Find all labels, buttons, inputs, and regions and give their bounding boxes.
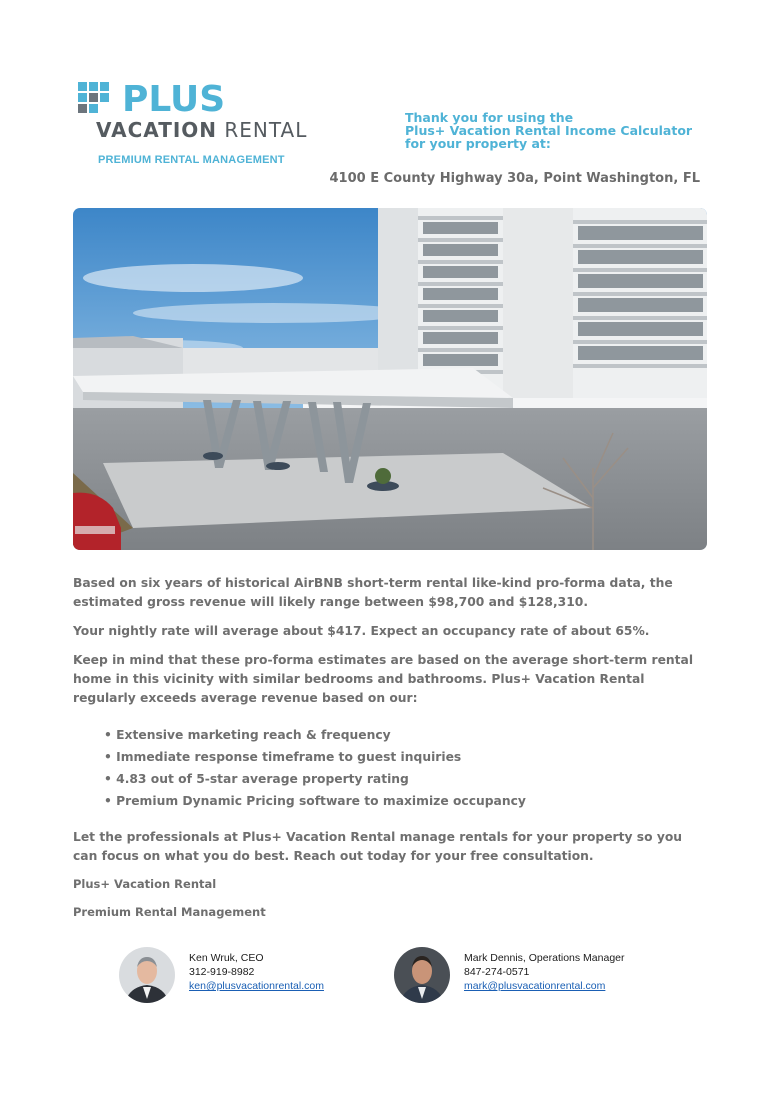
benefit-item: • Premium Dynamic Pricing software to maximize occupancy — [104, 794, 526, 808]
contact-ken — [189, 951, 324, 993]
company-logo — [78, 80, 348, 170]
contact-phone: 312-919-8982 — [189, 966, 255, 978]
benefit-item: • 4.83 out of 5-star average property rating — [104, 772, 409, 786]
building-illustration — [73, 208, 707, 550]
property-photo — [73, 208, 707, 550]
contact-name: Mark Dennis, Operations Manager — [464, 952, 625, 964]
signature-company: Plus+ Vacation Rental — [73, 877, 217, 891]
contact-email-link[interactable]: ken@plusvacationrental.com — [189, 980, 324, 992]
revenue-estimate-paragraph: Based on six years of historical AirBNB short-term rental like-kind pro-forma data, the estimated gross revenue will likely range between $98,700 and $128,310. — [73, 576, 673, 609]
signature-tagline: Premium Rental Management — [73, 905, 266, 919]
thank-you-line-1: Thank you for using the — [405, 110, 574, 125]
mark-dennis-avatar — [394, 947, 450, 1003]
logo-rental-word: RENTAL — [224, 118, 308, 142]
contact-phone: 847-274-0571 — [464, 966, 530, 978]
call-to-action-paragraph: Let the professionals at Plus+ Vacation Rental manage rentals for your property so you can focus on what you do best. Reach out today for your free consultation. — [73, 830, 683, 863]
nightly-rate-paragraph: Your nightly rate will average about $417. Expect an occupancy rate of about 65%. — [73, 624, 650, 638]
contact-name: Ken Wruk, CEO — [189, 952, 264, 964]
contact-mark — [464, 951, 625, 993]
ken-wruk-avatar — [119, 947, 175, 1003]
contact-email-link[interactable]: mark@plusvacationrental.com — [464, 980, 606, 992]
benefit-item: • Immediate response timeframe to guest inquiries — [104, 750, 462, 764]
benefits-list — [104, 724, 526, 812]
disclaimer-paragraph: Keep in mind that these pro-forma estimates are based on the average short-term rental home in this vicinity with similar bedrooms and bathrooms. Plus+ Vacation Rental regularly exceeds average revenue based on our: — [73, 653, 694, 705]
thank-you-heading — [405, 111, 705, 150]
property-address: 4100 E County Highway 30a, Point Washington, FL — [329, 171, 700, 186]
benefit-item: • Extensive marketing reach & frequency — [104, 728, 391, 742]
thank-you-line-2: Plus+ Vacation Rental Income Calculator — [405, 123, 693, 138]
plus-logo-icon — [78, 82, 118, 114]
logo-tagline: PREMIUM RENTAL MANAGEMENT — [98, 154, 285, 166]
thank-you-line-3: for your property at: — [405, 136, 551, 151]
logo-plus-word: PLUS — [122, 79, 226, 120]
logo-vacation-word: VACATION — [96, 118, 218, 142]
logo-vacation-rental — [96, 118, 307, 142]
